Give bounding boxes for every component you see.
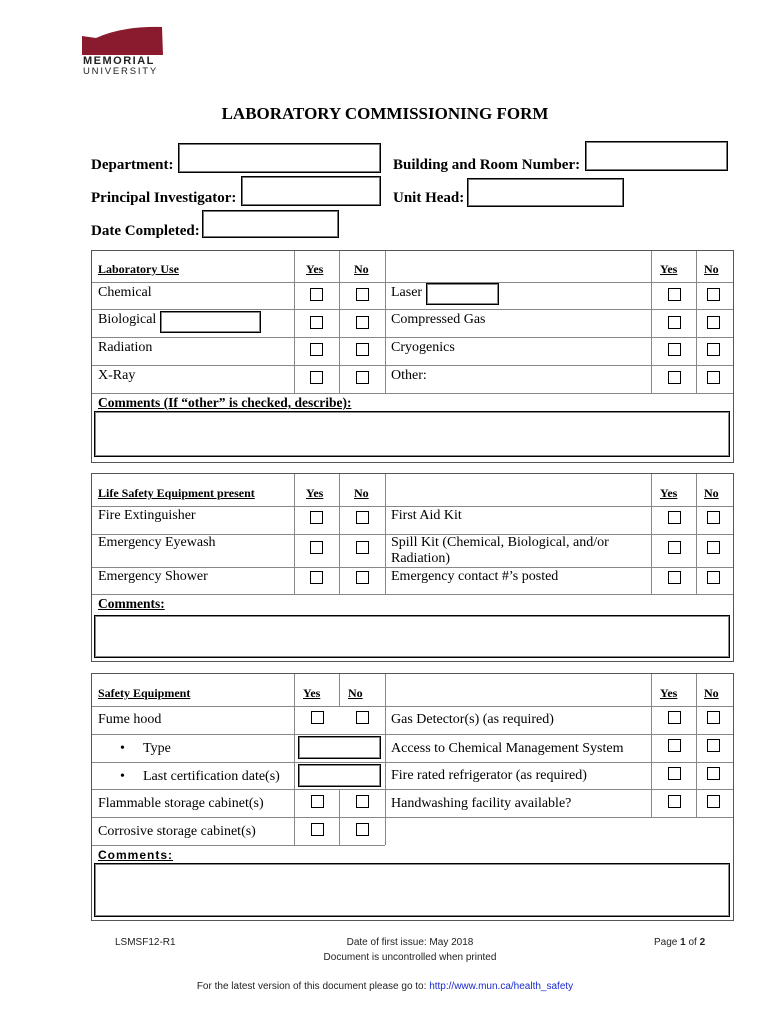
principal-investigator-field[interactable] [241,176,381,206]
fume-hood-yes-checkbox[interactable] [311,711,324,724]
building-room-label: Building and Room Number: [393,157,581,173]
row-label-flammable-cabinet: Flammable storage cabinet(s) [98,796,264,811]
first-aid-kit-yes-checkbox[interactable] [668,511,681,524]
first-issue-date: Date of first issue: May 2018 [346,937,474,948]
fume-hood-no-checkbox[interactable] [356,711,369,724]
flammable-cabinet-no-checkbox[interactable] [356,795,369,808]
radiation-no-checkbox[interactable] [356,343,369,356]
row-label-radiation: Radiation [98,340,153,355]
row-label-fume-hood: Fume hood [98,712,162,727]
handwashing-yes-checkbox[interactable] [668,795,681,808]
safety-equipment-no-header-right: No [704,686,719,700]
lab-use-yes-header-right: Yes [660,262,678,276]
row-label-cryogenics: Cryogenics [391,340,455,355]
compressed-gas-no-checkbox[interactable] [707,316,720,329]
biological-no-checkbox[interactable] [356,316,369,329]
chemical-no-checkbox[interactable] [356,288,369,301]
radiation-yes-checkbox[interactable] [310,343,323,356]
row-label-last-certification: Last certification date(s) [143,769,280,784]
lab-use-comments-field[interactable] [94,411,730,457]
laser-detail-field[interactable] [426,283,499,305]
spill-kit-yes-checkbox[interactable] [668,541,681,554]
laboratory-use-section [91,250,734,463]
biological-yes-checkbox[interactable] [310,316,323,329]
safety-equipment-yes-header-right: Yes [660,686,678,700]
lab-use-comments-label: Comments (If “other” is checked, describe): [98,395,352,410]
handwashing-no-checkbox[interactable] [707,795,720,808]
memorial-university-logo [82,26,164,78]
cryogenics-no-checkbox[interactable] [707,343,720,356]
life-safety-yes-header-right: Yes [660,486,678,500]
department-field[interactable] [178,143,381,173]
row-label-type: Type [143,741,171,756]
row-label-laser: Laser [391,285,423,300]
logo-text-university: UNIVERSITY [83,66,159,77]
principal-investigator-label: Principal Investigator: [91,190,237,206]
lab-use-no-header: No [354,262,369,276]
row-label-spill-kit: Spill Kit (Chemical, Biological, and/or [391,535,609,550]
laser-yes-checkbox[interactable] [668,288,681,301]
logo-text-memorial: MEMORIAL [83,55,155,67]
row-label-handwashing: Handwashing facility available? [391,796,572,811]
fume-hood-type-field[interactable] [298,736,381,759]
corrosive-cabinet-yes-checkbox[interactable] [311,823,324,836]
page-indicator: Page 1 of 2 [654,937,706,948]
flammable-cabinet-yes-checkbox[interactable] [311,795,324,808]
life-safety-yes-header: Yes [306,486,324,500]
row-label-fire-extinguisher: Fire Extinguisher [98,508,196,523]
safety-equipment-heading: Safety Equipment [98,686,191,700]
xray-no-checkbox[interactable] [356,371,369,384]
gas-detector-yes-checkbox[interactable] [668,711,681,724]
lab-use-yes-header: Yes [306,262,324,276]
gas-detector-no-checkbox[interactable] [707,711,720,724]
safety-equipment-comments-field[interactable] [94,863,730,917]
row-label-first-aid-kit: First Aid Kit [391,508,462,523]
row-label-corrosive-cabinet: Corrosive storage cabinet(s) [98,824,256,839]
xray-yes-checkbox[interactable] [310,371,323,384]
corrosive-cabinet-no-checkbox[interactable] [356,823,369,836]
row-label-emergency-eyewash: Emergency Eyewash [98,535,216,550]
form-code: LSMSF12-R1 [115,937,176,948]
fire-rated-refrigerator-yes-checkbox[interactable] [668,767,681,780]
bullet-certification: • [120,769,125,784]
life-safety-heading: Life Safety Equipment present [98,486,255,500]
department-label: Department: [91,157,174,173]
latest-version-notice: For the latest version of this document please go to: http://www.mun.ca/health_safety [196,981,574,992]
row-label-fire-rated-refrigerator: Fire rated refrigerator (as required) [391,768,587,783]
emergency-eyewash-no-checkbox[interactable] [356,541,369,554]
emergency-contact-yes-checkbox[interactable] [668,571,681,584]
row-label-spill-kit-cont: Radiation) [391,551,451,566]
fire-extinguisher-no-checkbox[interactable] [356,511,369,524]
chemical-management-no-checkbox[interactable] [707,739,720,752]
row-label-compressed-gas: Compressed Gas [391,312,486,327]
row-label-other: Other: [391,368,427,383]
compressed-gas-yes-checkbox[interactable] [668,316,681,329]
safety-equipment-no-header: No [348,686,363,700]
health-safety-link[interactable]: http://www.mun.ca/health_safety [429,981,574,992]
logo-emblem [82,26,164,56]
chemical-yes-checkbox[interactable] [310,288,323,301]
unit-head-field[interactable] [467,178,624,207]
biological-detail-field[interactable] [160,311,261,333]
fume-hood-certification-field[interactable] [298,764,381,787]
first-aid-kit-no-checkbox[interactable] [707,511,720,524]
life-safety-equipment-section [91,473,734,662]
life-safety-comments-field[interactable] [94,615,730,658]
other-yes-checkbox[interactable] [668,371,681,384]
spill-kit-no-checkbox[interactable] [707,541,720,554]
row-label-biological: Biological [98,312,157,327]
row-label-xray: X-Ray [98,368,136,383]
unit-head-label: Unit Head: [393,190,465,206]
uncontrolled-notice: Document is uncontrolled when printed [323,952,497,963]
laboratory-use-heading: Laboratory Use [98,262,179,276]
date-completed-field[interactable] [202,210,339,238]
building-room-field[interactable] [585,141,728,171]
safety-equipment-section [91,673,734,921]
other-no-checkbox[interactable] [707,371,720,384]
emergency-contact-no-checkbox[interactable] [707,571,720,584]
date-completed-label: Date Completed: [91,223,200,239]
life-safety-no-header: No [354,486,369,500]
lab-use-no-header-right: No [704,262,719,276]
emergency-shower-no-checkbox[interactable] [356,571,369,584]
row-label-gas-detector: Gas Detector(s) (as required) [391,712,554,727]
row-label-chemical-management: Access to Chemical Management System [391,741,624,756]
chemical-management-yes-checkbox[interactable] [668,739,681,752]
life-safety-no-header-right: No [704,486,719,500]
fire-rated-refrigerator-no-checkbox[interactable] [707,767,720,780]
life-safety-comments-label: Comments: [98,596,165,611]
emergency-shower-yes-checkbox[interactable] [310,571,323,584]
row-label-chemical: Chemical [98,285,152,300]
form-title: LABORATORY COMMISSIONING FORM [221,104,549,123]
safety-equipment-yes-header: Yes [303,686,321,700]
emergency-eyewash-yes-checkbox[interactable] [310,541,323,554]
cryogenics-yes-checkbox[interactable] [668,343,681,356]
bullet-type: • [120,741,125,756]
fire-extinguisher-yes-checkbox[interactable] [310,511,323,524]
safety-equipment-comments-label: Comments: [98,848,174,862]
row-label-emergency-shower: Emergency Shower [98,569,208,584]
laser-no-checkbox[interactable] [707,288,720,301]
row-label-emergency-contact: Emergency contact #’s posted [391,569,559,584]
